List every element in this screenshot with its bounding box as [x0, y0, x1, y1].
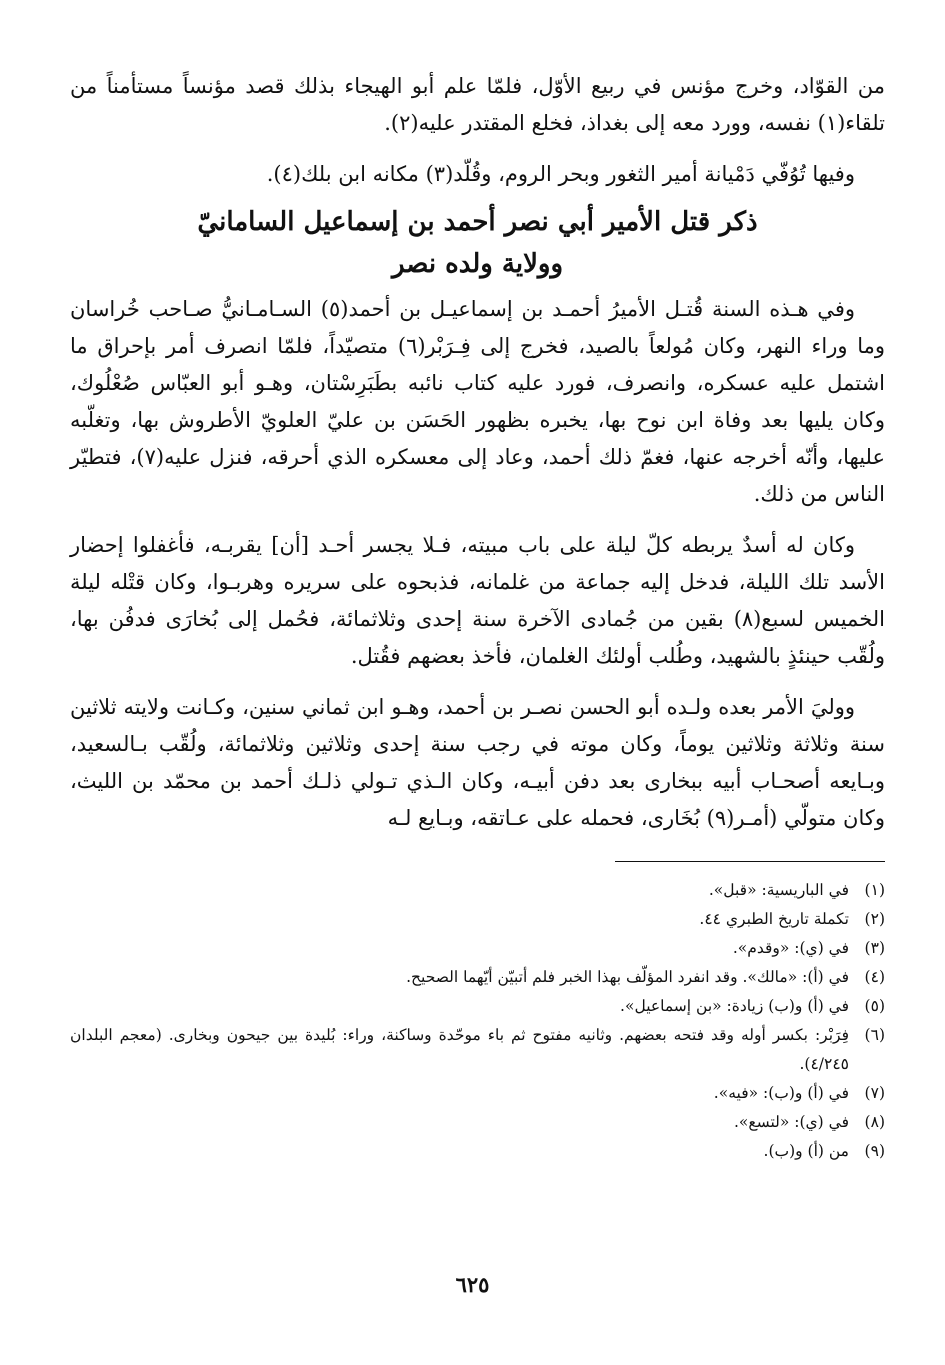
footnote-text: فِرَبْر: بكسر أوله وقد فتحه بعضهم. وثانيه مفتوح ثم باء موحّدة وساكنة، وراء: بُليدة بين جيحون وبخارى. (معجم البلدان ٤/٢٤٥).	[70, 1026, 849, 1073]
paragraph-1: من القوّاد، وخرج مؤنس في ربيع الأوّل، فلمّا علم أبو الهيجاء بذلك قصد مؤنساً مستأمناً من تلقاء(١) نفسه، وورد معه إلى بغداذ، فخلع المقتدر عليه(٢).	[70, 74, 885, 135]
footnote-number: (٢)	[864, 910, 885, 928]
footnote-number: (٧)	[864, 1084, 885, 1102]
footnote-number: (٣)	[864, 939, 885, 957]
paragraph-4: وكان له أسدٌ يربطه كلّ ليلة على باب مبيته، فـلا يجسر أحـد [أن] يقربـه، فأغفلوا إحضار الأسد تلك الليلة، فدخل إليه جماعة من غلمانه، فذبحوه على سريره وهربـوا، وكان قتْله ليلة الخميس لسبع(٨) بقين من جُمادى الآخرة سنة إحدى وثلاثمائة، فحُمل إلى بُخارَى فدفُن بها، ولُقّب حينئذٍ بالشهيد، وطُلب أولئك الغلمان، فأخذ بعضهم فقُتل.	[70, 533, 885, 668]
footnote-text: في (ي): «لتسع».	[733, 1113, 849, 1131]
footnote	[70, 992, 885, 1021]
footnotes	[70, 876, 885, 1166]
paragraph-2: وفيها تُوُفّي دَمْيانة أمير الثغور وبحر الروم، وقُلّد(٣) مكانه ابن بلك(٤).	[266, 162, 855, 186]
footnote-number: (٤)	[864, 968, 885, 986]
page	[70, 60, 885, 1305]
footnote-text: في (أ) و(ب): «فيه».	[713, 1084, 849, 1102]
footnote-text: في (أ) و(ب) زيادة: «بن إسماعيل».	[620, 997, 849, 1015]
footnote-number: (٨)	[864, 1113, 885, 1131]
footnote-text: في الباريسية: «قبل».	[708, 881, 849, 899]
footnote-text: في (أ): «مالك». وقد انفرد المؤلّف بهذا الخبر فلم أتبيّن أيّهما الصحيح.	[406, 968, 849, 986]
footnote	[70, 876, 885, 905]
footnote	[70, 1021, 885, 1079]
footnote	[70, 934, 885, 963]
footnote-text: من (أ) و(ب).	[763, 1142, 849, 1160]
paragraph-3: وفي هـذه السنة قُتـل الأميرُ أحمـد بن إسماعيـل بن أحمد(٥) السـامـانيُّ صـاحب خُراسان وما وراء النهر، وكان مُولعاً بالصيد، فخرج إلى فِـرَبْر(٦) متصيّداً، فلمّا انصرف أمر بإحراق ما اشتمل عليه عسكره، وانصرف، فورد عليه كتاب نائبه بطَبَرِسْتان، وهـو أبو العبّاس صُعْلُوك، وكان يليها بعد وفاة ابن نوح بها، يخبره بظهور الحَسَن بن عليّ العلويّ الأطروش بها، وتغلّبه عليها، وأنّه أخرجه عنها، فغمّ ذلك أحمد، وعاد إلى معسكره الذي أحرقه، فنزل عليه(٧)، فتطيّر الناس من ذلك.	[70, 297, 886, 506]
footnote-number: (١)	[864, 881, 885, 899]
section-heading	[70, 201, 885, 285]
footnote	[70, 1079, 885, 1108]
footnote-number: (٦)	[864, 1026, 885, 1044]
page-number: ٦٢٥	[455, 1272, 490, 1297]
footnote-text: في (ي): «وقدم».	[732, 939, 849, 957]
footnote	[70, 963, 885, 992]
footnote-text: تكملة تاريخ الطبري ٤٤.	[699, 910, 849, 928]
section-heading-line-1: ذكر قتل الأمير أبي نصر أحمد بن إسماعيل السامانيّ	[197, 207, 758, 237]
footnote	[70, 905, 885, 934]
footnote	[70, 1108, 885, 1137]
footnote-separator	[615, 861, 885, 862]
footnote	[70, 1137, 885, 1166]
footnote-number: (٥)	[864, 997, 885, 1015]
section-heading-line-2: وولاية ولده نصر	[391, 249, 564, 279]
paragraph-5: ووليَ الأمر بعده ولـده أبو الحسن نصـر بن أحمد، وهـو ابن ثماني سنين، وكـانت ولايته ثلاثين سنة وثلاثة وثلاثين يوماً، وكان موته في رجب سنة إحدى وثلاثين وثلاثمائة، ولُقّب بـالسعيد، وبـايعه أصحـاب أبيه ببخارى بعد دفن أبيـه، وكان الـذي تـولي ذلـك أحمد بن محمّد بن الليث، وكان متولّي (أمـر(٩) بُخَارى، فحمله على عـاتقه، وبـايع لـه	[70, 695, 885, 830]
footnote-number: (٩)	[864, 1142, 885, 1160]
